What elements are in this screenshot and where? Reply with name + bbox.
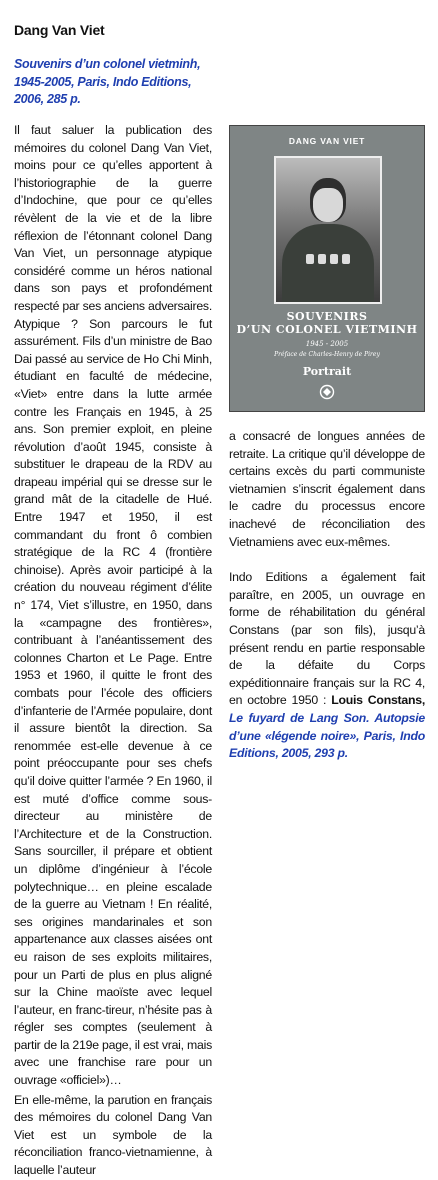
body-column-right xyxy=(229,428,425,763)
cover-years: 1945 - 2005 xyxy=(305,340,349,348)
cover-preface: Préface de Charles-Henry de Pirey xyxy=(274,351,380,358)
book-reference: Souvenirs d’un colonel vietminh, 1945-2005, Paris, Indo Editions, 2006, 285 p. xyxy=(14,57,201,106)
body-paragraph-2: En elle-même, la parution en français des mémoires du colonel Dang Van Viet est un symbole de la réconciliation franco-vietnamienne, à laquelle l’auteur xyxy=(14,1092,212,1178)
publisher-note: Indo Editions a également fait paraître, en 2005, un ouvrage en forme de réhabilitation du général Constans (par son fils), jusqu’à présent rendu en partie responsable de la défaite du Corps expéditionnaire français sur la RC 4, en octobre 1950 : Louis Constans, Le fuyard de Lang Son. Autopsie d’une «légende noire», Paris, Indo Editions, 2005, 293 p. xyxy=(229,570,425,761)
cover-portrait-photo xyxy=(274,156,382,304)
cover-series: Portrait xyxy=(302,365,352,378)
publisher-logo-icon xyxy=(318,384,336,400)
article-title: Dang Van Viet xyxy=(14,22,105,38)
body-paragraph-continuation: a consacré de longues années de retraite. La critique qu’il développe de certains excès du parti communiste vietnamien s’inscrit également dans le cadre du processus encore inachevé de réconciliation des Vietnamiens avec eux-mêmes. xyxy=(229,429,425,549)
body-paragraph-1: Il faut saluer la publication des mémoires du colonel Dang Van Viet, moins pour ce qu’elles apportent à l’historiographie de la guerre d’Indochine, que pour ce qu’elles révèlent de la vie et de la libre réflexion de l’étonnant colonel Dang Van Viet, un personnage atypique considéré comme un héros national dans son pays et profondément respecté par ses anciens adversaires. Atypique ? Son parcours le fut assurément. Fils d’un ministre de Bao Dai passé au service de Ho Chi Minh, étudiant en faculté de médecine, «Viet» entre dans la lutte armée contre les Français en 1945, à 25 ans. Son premier exploit, en pleine révolution d’août 1945, consiste à substituer le drapeau de la RDV au drapeau impérial qui se dresse sur le grand mât de la citadelle de Hué. Entre 1947 et 1950, il est commandant du front ô combien stratégique de la RC 4 (frontière chinoise). Après avoir participé à la création du nouveau régiment d’élite n° 174, Viet s’illustre, en 1950, dans la «campagne des frontières», contribuant à l’anéantissement des colonnes Charton et Le Page. Entre 1953 et 1960, il quitte le front des combats pour l’école des officiers d’infanterie de l’Armée populaire, dont il assure bientôt la direction. Sa renommée est-elle devenue à ce point préoccupante pour ses chefs qu’il doive quitter l’armée ? En 1960, il est muté d’office comme sous-directeur au ministère de l’Architecture et de la Construction. Sans sourciller, il prépare et obtient un diplôme d’ingénieur à l’école polytechnique… en pleine escalade de la guerre au Vietnam ! En réalité, ses origines mandarinales et son appartenance aux classes aisées ont eu raison de ses exploits militaires, pour un Parti de plus en plus aligné sur la Chine maoïste avec lequel l’auteur, en franc-tireur, n’hésite pas à régler ses comptes (seulement à partir de la 219e page, il est vrai, mais avec une franchise rare pour un ouvrage «officiel»)… xyxy=(14,123,212,1088)
cover-author: DANG VAN VIET xyxy=(288,136,366,146)
note-author: Louis Constans, xyxy=(331,693,425,708)
cover-title: SOUVENIRS D’UN COLONEL VIETMINH xyxy=(236,310,418,336)
book-cover-image xyxy=(229,125,425,412)
note-book-reference: Le fuyard de Lang Son. Autopsie d’une «légende noire», Paris, Indo Editions, 2005, 293 p. xyxy=(229,710,425,761)
